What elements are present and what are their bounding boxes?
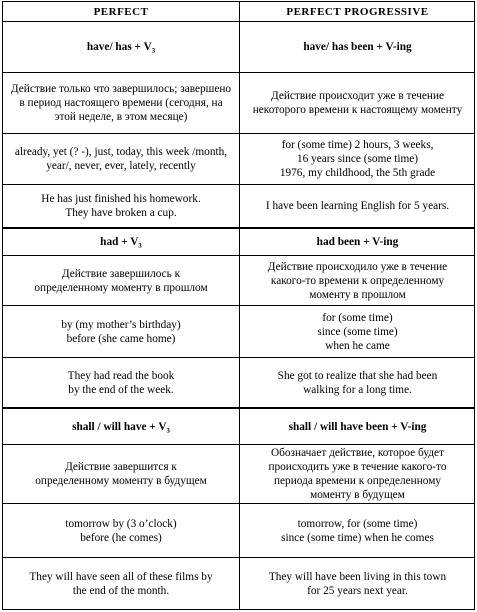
marker-line: before (he comes) [80,531,162,544]
example-line: They have broken a cup. [65,207,177,219]
meaning-line: Действие завершилось к [61,267,181,280]
meaning-line: происходить уже в течение какого-то [268,461,447,473]
past-perfect-markers [3,306,239,357]
future-perfect-markers [3,504,239,557]
past-perfect-formula: had + V₃ [100,236,142,248]
marker-line: for (some time) [322,311,393,324]
present-perfect-progressive-meaning [240,73,475,133]
example-line: He has just finished his homework. [41,193,201,205]
future-perfect-progressive-example [240,558,475,610]
present-perfect-markers [3,134,239,184]
present-perfect-progressive-markers [240,134,475,184]
meaning-line: определенному моменту в прошлом [34,281,208,294]
meaning-text: Действие только что завершилось; завершено в период настоящего времени (сегодня, на этой неделе, в этом месяце) [10,83,232,123]
example-line: the end of the month. [72,585,170,597]
markers-text: already, yet (? -), just, today, this week /month, year/, never, ever, lately, recently [14,146,228,172]
future-perfect-formula: shall / will have + V₃ [72,420,170,433]
meaning-line: Действие завершится к [65,461,177,473]
example-line: She got to realize that she had been [277,369,438,382]
marker-line: tomorrow by (3 o’clock) [65,517,177,530]
present-perfect-formula: have/ has + V₃ [86,41,156,53]
example-line: walking for a long time. [303,383,412,396]
marker-line: when he came [325,339,390,352]
present-perfect-progressive-example: I have been learning English for 5 years. [265,200,450,212]
example-line: They will have been living in this town [268,571,447,583]
present-perfect-example [3,185,239,227]
example-line: They will have seen all of these films by [29,571,213,583]
future-perfect-progressive-meaning [240,445,475,503]
marker-line: for (some time) 2 hours, 3 weeks, [281,139,434,151]
header-perfect-progressive: PERFECT PROGRESSIVE [286,5,429,18]
tenses-table [2,1,475,610]
example-line: for 25 years next year. [307,585,408,597]
future-perfect-example [3,558,239,610]
marker-line: since (some time) when he comes [281,531,434,544]
marker-line: 1976, my childhood, the 5th grade [279,167,436,179]
future-perfect-progressive-formula: shall / will have been + V-ing [288,420,427,433]
meaning-line: Действие происходило уже в течение [267,260,448,273]
past-perfect-progressive-formula: had been + V-ing [316,236,399,248]
marker-line: by (my mother’s birthday) [61,318,181,331]
meaning-line: определенному моменту в будущем [35,475,207,487]
meaning-line: какого-то времени к определенному [270,274,445,287]
past-perfect-meaning [3,256,239,305]
past-perfect-progressive-meaning [240,256,475,305]
future-perfect-progressive-markers [240,504,475,557]
marker-line: 16 years since (some time) [296,153,419,165]
meaning-line: моменту в прошлом [309,288,406,301]
meaning-text: Действие происходит уже в течение некоторого времени к настоящему моменту [252,90,463,116]
header-perfect: PERFECT [93,5,149,18]
present-perfect-meaning [3,73,239,133]
marker-line: before (she came home) [66,332,176,345]
meaning-line: Обозначает действие, которое будет [271,447,444,459]
past-perfect-progressive-example [240,358,475,407]
marker-line: since (some time) [317,325,398,338]
example-line: They had read the book [67,369,175,382]
marker-line: tomorrow, for (some time) [297,517,418,530]
future-perfect-meaning [3,445,239,503]
meaning-line: моменту в будущем [310,489,405,501]
meaning-line: периода времени к определенному [274,475,441,487]
past-perfect-example [3,358,239,407]
past-perfect-progressive-markers [240,306,475,357]
example-line: by the end of the week. [68,383,174,396]
present-perfect-progressive-formula: have/ has been + V-ing [303,41,412,53]
